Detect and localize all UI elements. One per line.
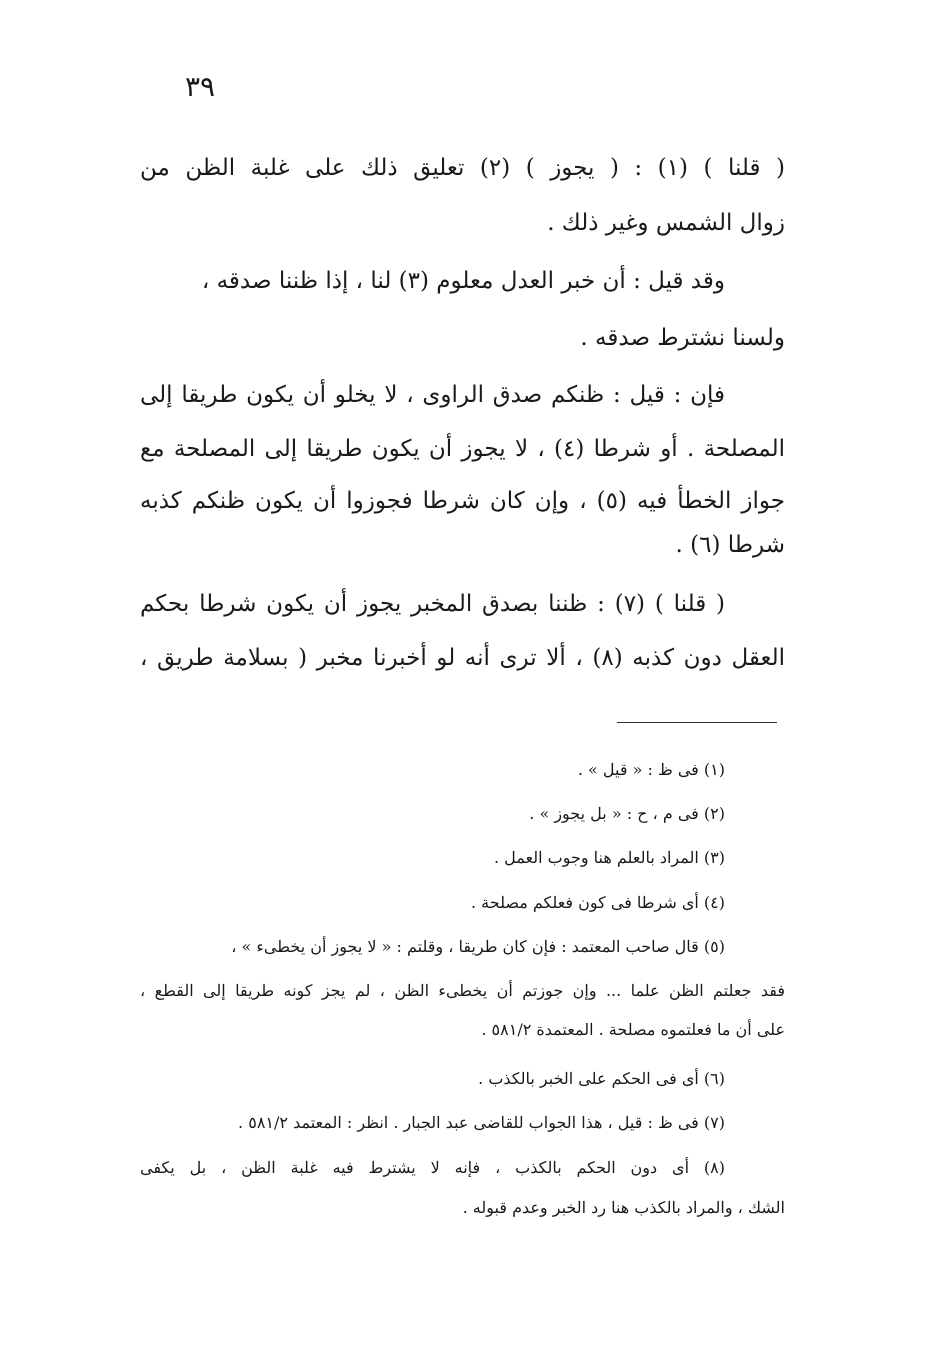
footnote-4: (٤) أى شرطا فى كون فعلكم مصلحة . (471, 893, 725, 912)
page-number: ٣٩ (184, 70, 216, 103)
paragraph-1-line-2: زوال الشمس وغير ذلك . (547, 210, 785, 236)
footnote-8-line-2: الشك ، والمراد بالكذب هنا رد الخبر وعدم قبوله . (462, 1198, 785, 1217)
footnote-divider (617, 722, 777, 723)
paragraph-3-line-2: المصلحة . أو شرطا (٤) ، لا يجوز أن يكون طريقا إلى المصلحة مع (140, 436, 785, 462)
footnote-6: (٦) أى فى الحكم على الخبر بالكذب . (478, 1069, 725, 1088)
footnote-1: (١) فى ظ : « قيل » . (577, 760, 725, 779)
footnote-5-line-3: على أن ما فعلتموه مصلحة . المعتمدة ٥٨١/٢ . (481, 1020, 785, 1039)
footnote-3: (٣) المراد بالعلم هنا وجوب العمل . (493, 848, 725, 867)
paragraph-2-line-1: وقد قيل : أن خبر العدل معلوم (٣) لنا ، إذا ظننا صدقه ، (201, 268, 725, 294)
paragraph-3-line-3: جواز الخطأ فيه (٥) ، وإن كان شرطا فجوزوا أن يكون ظنكم كذبه (140, 488, 786, 514)
paragraph-3-line-1: فإن : قيل : ظنكم صدق الراوى ، لا يخلو أن يكون طريقا إلى (140, 382, 725, 408)
footnote-5-line-2: فقد جعلتم الظن علما ... وإن جوزتم أن يخطىء الظن ، لم يجز كونه طريقا إلى القطع ، (140, 981, 785, 1000)
footnote-2: (٢) فى م ، ح : « بل يجوز » . (529, 804, 725, 823)
footnote-8-line-1: (٨) أى دون الحكم بالكذب ، فإنه لا يشترط فيه غلبة الظن ، بل يكفى (140, 1158, 725, 1177)
paragraph-1-line-1: ( قلنا ) (١) : ( يجوز ) (٢) تعليق ذلك على غلبة الظن من (140, 155, 786, 181)
paragraph-2-line-2: ولسنا نشترط صدقه . (580, 325, 785, 351)
paragraph-4-line-2: العقل دون كذبه (٨) ، ألا ترى أنه لو أخبرنا مخبر ( بسلامة طريق ، (140, 645, 785, 671)
paragraph-4-line-1: ( قلنا ) (٧) : ظننا بصدق المخبر يجوز أن يكون شرطا بحكم (140, 591, 725, 617)
paragraph-3-line-4: شرطا (٦) . (675, 532, 785, 558)
footnote-5-line-1: (٥) قال صاحب المعتمد : فإن كان طريقا ، وقلتم : « لا يجوز أن يخطىء » ، (231, 937, 725, 956)
footnote-7: (٧) فى ظ : قيل ، هذا الجواب للقاضى عبد الجبار . انظر : المعتمد ٥٨١/٢ . (238, 1113, 725, 1132)
